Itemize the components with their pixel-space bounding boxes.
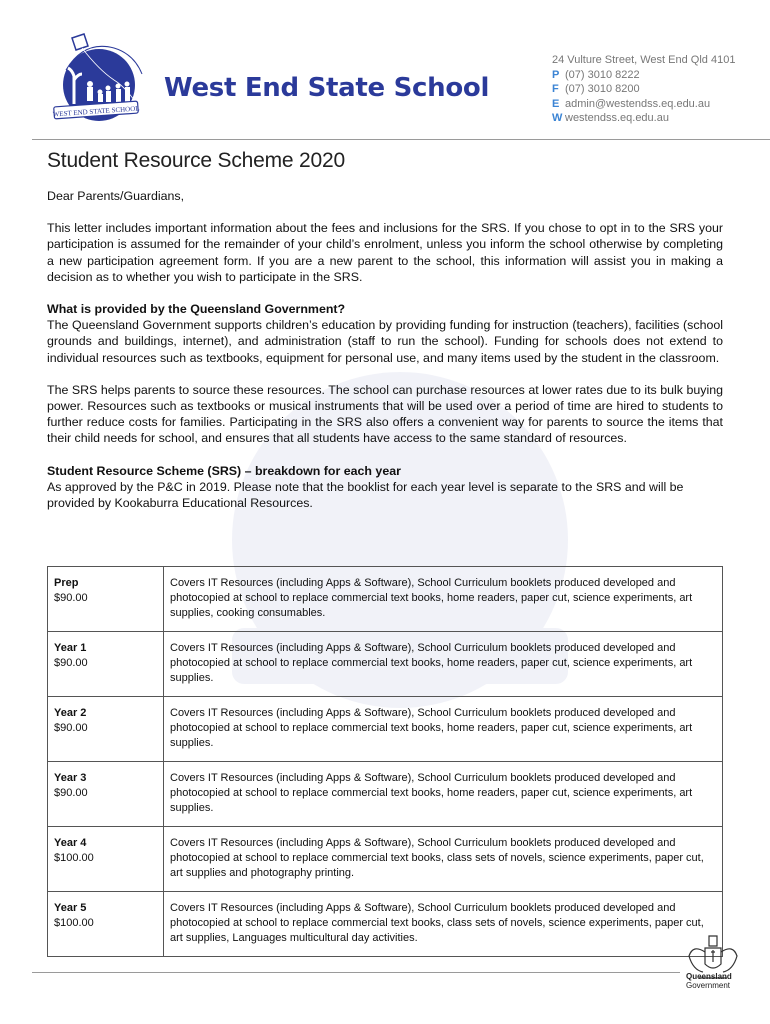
web-key: W (552, 112, 563, 125)
year-cell (48, 567, 164, 632)
contact-details (552, 53, 735, 126)
srs-paragraph: The SRS helps parents to source these resources. The school can purchase resources at lower rates due to its bulk buying power. Resources such as textbooks or musical instruments that will be used over a period of time are hired to students to further reduce costs for families. Participating in the SRS also offers a convenient way for parents to source the items that their child needs for school, and ensures that all students have access to the same standard of resources. (47, 382, 723, 446)
year-cell (48, 697, 164, 762)
footer-divider (32, 972, 680, 973)
letterhead (0, 0, 770, 140)
year-level: Year 1 (54, 642, 87, 654)
breakdown-section (47, 463, 723, 512)
table-row (48, 632, 723, 697)
section-paragraph: As approved by the P&C in 2019. Please note that the booklist for each year level is separate to the SRS and will be provided by Kookaburra Educational Resources. (47, 479, 684, 511)
table-row (48, 892, 723, 957)
gov-line1: Queensland (686, 972, 732, 981)
fax-key: F (552, 83, 559, 96)
school-logo-icon (44, 30, 148, 130)
fee-amount: $100.00 (54, 917, 94, 929)
year-cell (48, 892, 164, 957)
section-paragraph: The Queensland Government supports children’s education by providing funding for instruction (teachers), facilities (school grounds and buildings, internet), and administration (staff to run the school). Funding for schools does not extend to individual resources such as textbooks, equipment for personal use, and many items used by the student in the classroom. (47, 318, 723, 365)
address: 24 Vulture Street, West End Qld 4101 (552, 54, 736, 66)
description-cell: Covers IT Resources (including Apps & Software), School Curriculum booklets produced developed and photocopied at school to replace commercial text books, home readers, paper cut, science experiments, art supplies, cooking consumables. (164, 567, 723, 632)
email-address[interactable]: admin@westendss.eq.edu.au (565, 97, 711, 110)
fee-amount: $90.00 (54, 657, 88, 669)
year-level: Year 4 (54, 837, 87, 849)
table-row (48, 697, 723, 762)
year-cell (48, 632, 164, 697)
year-level: Year 2 (54, 707, 87, 719)
table-row (48, 567, 723, 632)
description-cell: Covers IT Resources (including Apps & Software), School Curriculum booklets produced developed and photocopied at school to replace commercial text books, class sets of novels, science experiments, paper cut, art supplies, Languages multicultural day activities. (164, 892, 723, 957)
fee-amount: $100.00 (54, 852, 94, 864)
srs-fee-table (47, 566, 723, 957)
letter-body (47, 148, 723, 527)
phone-key: P (552, 68, 560, 81)
year-level: Year 5 (54, 902, 87, 914)
school-name: West End State School (164, 73, 490, 103)
phone-number: (07) 3010 8222 (565, 68, 640, 81)
queensland-government-logo (686, 972, 732, 990)
description-cell: Covers IT Resources (including Apps & Software), School Curriculum booklets produced developed and photocopied at school to replace commercial text books, class sets of novels, science experiments, paper cut, art supplies and photography printing. (164, 827, 723, 892)
section-heading: What is provided by the Queensland Government? (47, 302, 346, 317)
website[interactable]: westendss.eq.edu.au (565, 112, 669, 125)
description-cell: Covers IT Resources (including Apps & Software), School Curriculum booklets produced developed and photocopied at school to replace commercial text books, home readers, paper cut, science experiments, art supplies. (164, 762, 723, 827)
header-divider (32, 139, 770, 140)
government-section (47, 301, 723, 366)
description-cell: Covers IT Resources (including Apps & Software), School Curriculum booklets produced developed and photocopied at school to replace commercial text books, home readers, paper cut, science experiments, art supplies. (164, 632, 723, 697)
fee-amount: $90.00 (54, 592, 88, 604)
fax-number: (07) 3010 8200 (565, 83, 640, 96)
table-row (48, 827, 723, 892)
section-heading: Student Resource Scheme (SRS) – breakdown for each year (47, 463, 401, 478)
page-title: Student Resource Scheme 2020 (47, 149, 345, 172)
table-row (48, 762, 723, 827)
gov-line2: Government (686, 981, 731, 990)
intro-paragraph: This letter includes important information about the fees and inclusions for the SRS. If you chose to opt in to the SRS your participation is assumed for the remainder of your child’s enrolment, unless you inform the school otherwise by completing a new participation agreement form. If you are a new parent to the school, this information will assist you in making a decision as to whether you wish to participate in the SRS. (47, 221, 723, 284)
email-key: E (552, 97, 560, 110)
year-cell (48, 827, 164, 892)
fee-amount: $90.00 (54, 722, 88, 734)
fee-amount: $90.00 (54, 787, 88, 799)
year-level: Prep (54, 577, 79, 589)
year-level: Year 3 (54, 772, 87, 784)
year-cell (48, 762, 164, 827)
salutation: Dear Parents/Guardians, (47, 189, 185, 203)
description-cell: Covers IT Resources (including Apps & Software), School Curriculum booklets produced developed and photocopied at school to replace commercial text books, home readers, paper cut, science experiments, art supplies. (164, 697, 723, 762)
svg-text:WEST END STATE SCHOOL: WEST END STATE SCHOOL (52, 104, 140, 119)
